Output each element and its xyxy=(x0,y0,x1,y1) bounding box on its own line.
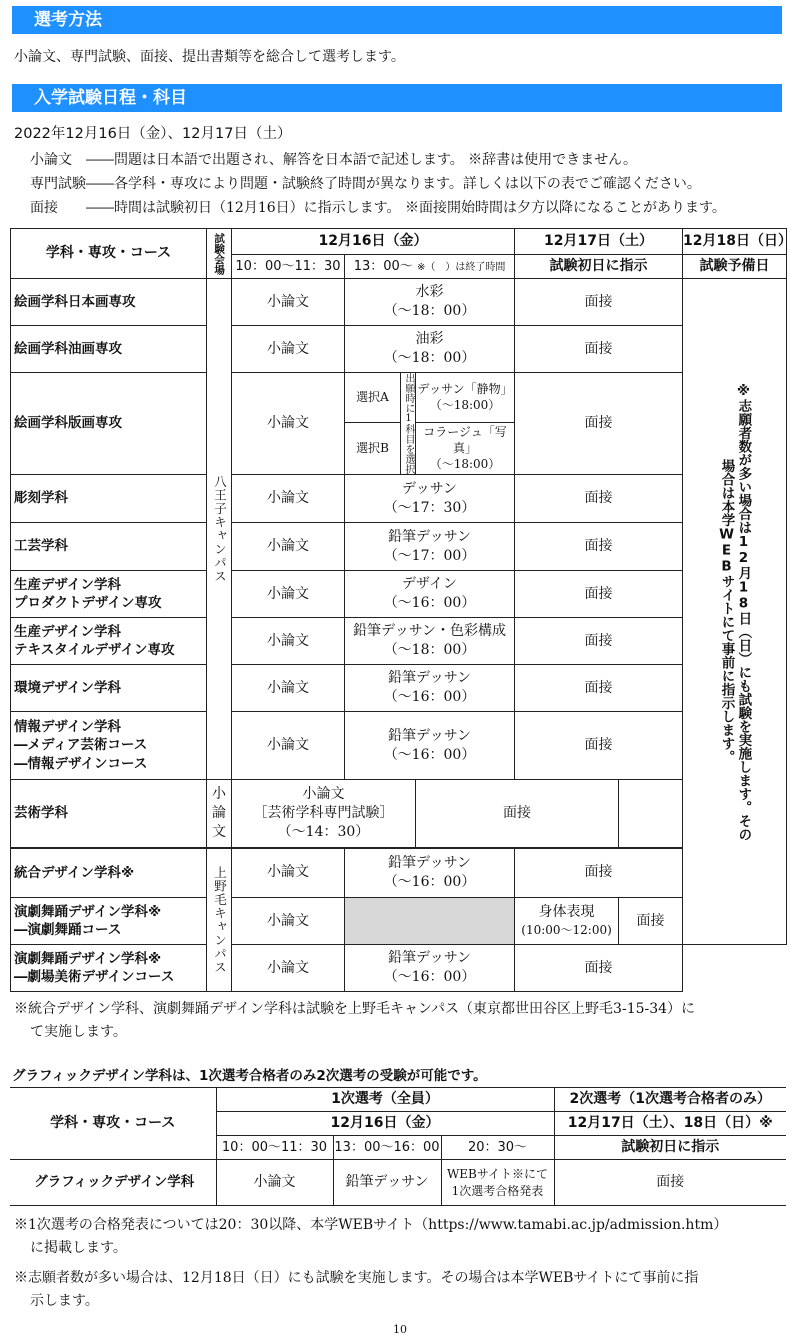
row-course: ―演劇舞踊コース xyxy=(14,922,122,938)
essay-cell: 小論文 xyxy=(232,848,345,898)
header-day2-note: 試験初日に指示 xyxy=(515,255,683,279)
essay-cell: 小論文 xyxy=(232,618,345,665)
specialty-cell: 鉛筆デッサン・色彩構成 xyxy=(353,623,507,640)
row-dept: 絵画学科日本画専攻 xyxy=(11,279,207,326)
table-row xyxy=(11,618,787,665)
footnote: ※統合デザイン学科、演劇舞踊デザイン学科は試験を上野毛キャンパス（東京都世田谷区上野毛3-15-34）に xyxy=(14,1001,696,1017)
specialty-time: （～16：00） xyxy=(383,595,476,611)
interview-cell: 面接 xyxy=(515,712,683,780)
essay-cell: 小論文 xyxy=(232,279,345,326)
specialty-time: （～16：00） xyxy=(383,689,476,705)
venue-hachioji: 八王子キャンパス xyxy=(212,475,228,583)
specialty-time: （～17：00） xyxy=(383,547,476,564)
footnote: 示します。 xyxy=(30,1293,99,1309)
essay-cell: 小論文 xyxy=(232,665,345,712)
essay-cell: 小論文 xyxy=(216,1160,333,1206)
physical-expression: 身体表現 xyxy=(538,904,595,921)
essay-cell: 小論文 xyxy=(232,523,345,571)
schedule-table xyxy=(10,228,792,992)
header-day1: 12月16日（金） xyxy=(216,1112,554,1136)
header-time2: 13：00～ xyxy=(353,258,413,274)
interview-cell: 面接 xyxy=(554,1160,786,1206)
row-dept: 演劇舞踊デザイン学科※ xyxy=(14,903,162,920)
interview-cell: 面接 xyxy=(515,523,683,571)
note-interview: 面接 ――時間は試験初日（12月16日）に指示します。 ※面接開始時間は夕方以降になることがあります。 xyxy=(30,200,726,216)
essay-cell: 小論文 xyxy=(232,898,345,945)
specialty-cell: 油彩 xyxy=(415,331,444,348)
essay-cell: 小論文 xyxy=(232,712,345,780)
row-dept: 絵画学科版画専攻 xyxy=(11,373,207,475)
specialty-time: （～18：00） xyxy=(383,642,476,658)
specialty-time: （～18：00） xyxy=(383,303,476,319)
row-course: ―情報デザインコース xyxy=(14,755,148,772)
specialty-cell: デッサン xyxy=(402,480,458,497)
header-time2: 13：00～16：00 xyxy=(333,1136,441,1160)
essay-cell: 小論文 xyxy=(232,326,345,373)
select-b: 選択B xyxy=(345,422,401,474)
select-note: 出願時に1科目を選択 xyxy=(403,373,414,474)
header-dept: 学科・専攻・コース xyxy=(11,229,207,279)
specialty-cell: 鉛筆デッサン xyxy=(388,950,472,967)
section-title-selection: 選考方法 xyxy=(12,6,782,34)
interview-cell: 面接 xyxy=(515,279,683,326)
footnote: ※志願者数が多い場合は、12月18日（日）にも試験を実施します。その場合は本学WEBサイトにて事前に指 xyxy=(14,1270,699,1286)
header-time1: 10：00～11：30 xyxy=(216,1136,333,1160)
row-dept: 生産デザイン学科 xyxy=(14,623,122,640)
interview-cell: 面接 xyxy=(515,665,683,712)
table-row xyxy=(11,279,787,326)
table-row xyxy=(11,848,787,898)
specialty-cell: デザイン xyxy=(402,576,458,593)
header-day3-note: 試験予備日 xyxy=(683,255,787,279)
header-time2-note: ※（ ）は終了時間 xyxy=(416,261,506,273)
row-dept: 統合デザイン学科※ xyxy=(11,848,207,898)
physical-expression-time: (10:00～12:00) xyxy=(521,923,612,938)
graphic-design-table xyxy=(10,1087,786,1206)
essay-cell: 小論文 xyxy=(232,571,345,618)
interview-cell: 面接 xyxy=(515,945,683,992)
specialty-time: （～16：00） xyxy=(383,746,476,763)
specialty-cell: 鉛筆デッサン xyxy=(388,670,472,687)
header-venue: 試験会場 xyxy=(213,232,226,275)
reserve-day-note: ※志願者数が多い場合は12月18日（日）にも試験を実施します。その場合は本学WEBサイトにて事前に指示します。 xyxy=(718,382,752,841)
empty-cell xyxy=(345,898,515,945)
essay-cell: 小論文 xyxy=(232,373,345,475)
note-specialty: 専門試験――各学科・専攻により問題・試験終了時間が異なります。詳しくは以下の表でご確認ください。 xyxy=(30,176,701,192)
specialty-time: （～16：00） xyxy=(383,873,476,890)
interview-cell: 面接 xyxy=(515,848,683,898)
row-dept: 彫刻学科 xyxy=(11,475,207,523)
row-major: プロダクトデザイン専攻 xyxy=(14,595,162,611)
header-second: 2次選考（1次選考合格者のみ） xyxy=(554,1088,786,1112)
announcement-cell: 1次選考合格発表 xyxy=(451,1183,544,1198)
header-day1: 12月16日（金） xyxy=(232,229,515,255)
row-dept: 絵画学科油画専攻 xyxy=(11,326,207,373)
exam-dates: 2022年12月16日（金）、12月17日（土） xyxy=(14,126,292,142)
table-row xyxy=(11,523,787,571)
page-number: 10 xyxy=(393,1323,407,1336)
header-day2: 12月17日（土） xyxy=(515,229,683,255)
row-dept: 工芸学科 xyxy=(11,523,207,571)
specialty-cell: 鉛筆デッサン xyxy=(333,1160,441,1206)
row-course: ―メディア芸術コース xyxy=(14,737,148,754)
table-row xyxy=(10,1160,786,1206)
interview-cell: 面接 xyxy=(515,571,683,618)
section-title-schedule: 入学試験日程・科目 xyxy=(12,84,782,112)
table-row xyxy=(11,780,787,848)
header-time1: 10：00～11：30 xyxy=(232,255,345,279)
header-dept: 学科・専攻・コース xyxy=(10,1088,216,1160)
specialty-cell: 鉛筆デッサン xyxy=(388,854,472,871)
option-a: デッサン「静物」 xyxy=(417,382,513,397)
specialty-exam: ［芸術学科専門試験］ xyxy=(253,804,394,821)
option-b: コラージュ「写真」 xyxy=(423,425,507,456)
venue-kaminoge: 上野毛キャンパス xyxy=(212,865,228,974)
footnote: て実施します。 xyxy=(30,1024,127,1040)
specialty-cell: 小論文 xyxy=(302,785,345,802)
interview-cell: 面接 xyxy=(515,373,683,475)
specialty-time: （～16：00） xyxy=(383,969,476,985)
row-course: ―劇場美術デザインコース xyxy=(14,969,175,985)
specialty-time: （～18：00） xyxy=(383,350,476,366)
row-dept: 芸術学科 xyxy=(11,780,207,848)
row-dept: 演劇舞踊デザイン学科※ xyxy=(14,950,162,967)
essay-cell: 小論文 xyxy=(232,945,345,992)
table-row xyxy=(11,326,787,373)
table-row xyxy=(11,373,787,423)
row-dept: 生産デザイン学科 xyxy=(14,576,122,593)
footnote: に掲載します。 xyxy=(30,1240,127,1256)
interview-cell: 面接 xyxy=(515,326,683,373)
select-a: 選択A xyxy=(345,373,401,423)
header-day2: 12月17日（土）、18日（日）※ xyxy=(554,1112,786,1136)
announcement-cell: WEBサイト※にて xyxy=(446,1167,549,1182)
table-row xyxy=(11,898,787,945)
essay-cell: 小論文 xyxy=(207,780,232,848)
note-essay: 小論文 ――問題は日本語で出題され、解答を日本語で記述します。 ※辞書は使用できません。 xyxy=(30,152,638,168)
table-row xyxy=(11,945,787,992)
interview-cell: 面接 xyxy=(619,898,683,945)
table-row xyxy=(11,571,787,618)
row-dept: グラフィックデザイン学科 xyxy=(10,1160,216,1206)
footnote: ※1次選考の合格発表については20：30以降、本学WEBサイト（https://www.tamabi.ac.jp/admission.htm） xyxy=(14,1217,728,1233)
interview-cell: 面接 xyxy=(416,780,619,848)
header-first: 1次選考（全員） xyxy=(216,1088,554,1112)
table-row xyxy=(11,475,787,523)
table-row xyxy=(11,712,787,780)
graphic-design-heading: グラフィックデザイン学科は、1次選考合格者のみ2次選考の受験が可能です。 xyxy=(12,1068,487,1084)
row-major: テキスタイルデザイン専攻 xyxy=(14,642,175,658)
specialty-time: （～17：30） xyxy=(383,499,476,516)
interview-cell: 面接 xyxy=(515,475,683,523)
row-dept: 情報デザイン学科 xyxy=(14,719,122,736)
essay-cell: 小論文 xyxy=(232,475,345,523)
selection-text: 小論文、専門試験、面接、提出書類等を総合して選考します。 xyxy=(14,49,405,65)
specialty-cell: 鉛筆デッサン xyxy=(388,727,472,744)
specialty-time: （～14：30） xyxy=(277,823,370,840)
specialty-cell: 鉛筆デッサン xyxy=(388,528,472,545)
option-b-time: （～18:00） xyxy=(429,457,501,472)
option-a-time: （～18:00） xyxy=(429,398,501,413)
interview-cell: 面接 xyxy=(515,618,683,665)
header-time4: 試験初日に指示 xyxy=(554,1136,786,1160)
specialty-cell: 水彩 xyxy=(415,284,444,301)
header-time3: 20：30～ xyxy=(441,1136,554,1160)
row-dept: 環境デザイン学科 xyxy=(11,665,207,712)
table-row xyxy=(11,665,787,712)
header-day3: 12月18日（日） xyxy=(683,229,787,255)
